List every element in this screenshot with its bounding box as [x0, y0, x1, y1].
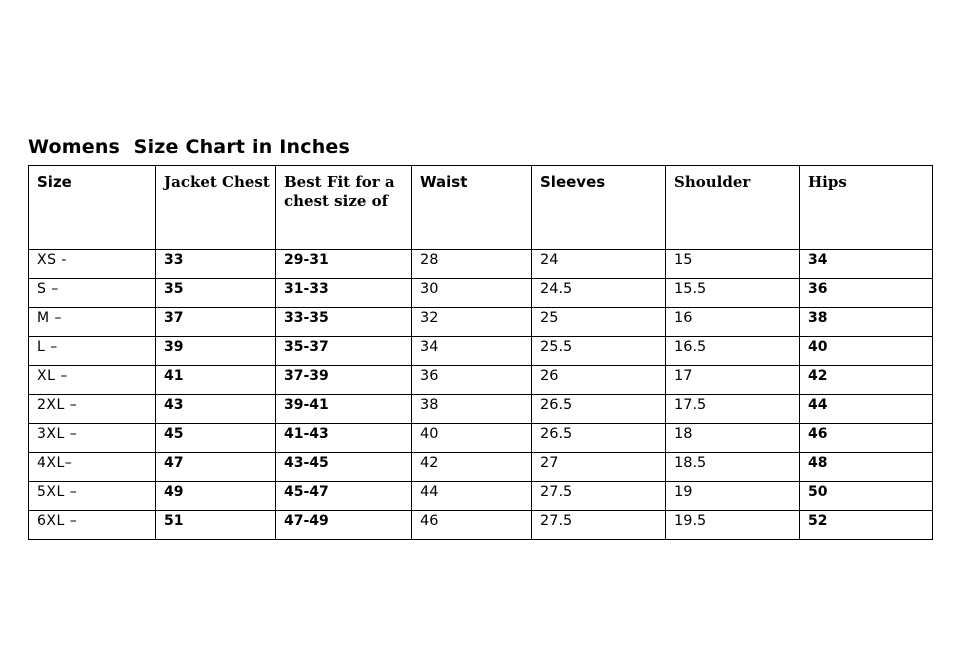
- cell-shoulder: 19.5: [666, 511, 800, 540]
- cell-jacket: 45: [156, 424, 276, 453]
- cell-shoulder: 15.5: [666, 279, 800, 308]
- cell-waist: 30: [412, 279, 532, 308]
- cell-size: XL –: [29, 366, 156, 395]
- cell-hips: 46: [800, 424, 933, 453]
- table-row: [29, 453, 933, 482]
- cell-waist: 36: [412, 366, 532, 395]
- table-row: [29, 424, 933, 453]
- cell-waist: 40: [412, 424, 532, 453]
- column-header-shoulder: Shoulder: [666, 166, 800, 250]
- cell-jacket: 49: [156, 482, 276, 511]
- cell-size: S –: [29, 279, 156, 308]
- cell-hips: 38: [800, 308, 933, 337]
- cell-waist: 32: [412, 308, 532, 337]
- cell-jacket: 37: [156, 308, 276, 337]
- cell-size: 4XL–: [29, 453, 156, 482]
- table-row: [29, 308, 933, 337]
- cell-jacket: 39: [156, 337, 276, 366]
- cell-hips: 34: [800, 250, 933, 279]
- cell-jacket: 51: [156, 511, 276, 540]
- cell-bestfit: 43-45: [276, 453, 412, 482]
- cell-jacket: 43: [156, 395, 276, 424]
- cell-sleeves: 25.5: [532, 337, 666, 366]
- cell-waist: 28: [412, 250, 532, 279]
- column-header-size: Size: [29, 166, 156, 250]
- column-header-waist: Waist: [412, 166, 532, 250]
- cell-sleeves: 26.5: [532, 395, 666, 424]
- cell-waist: 38: [412, 395, 532, 424]
- cell-sleeves: 24.5: [532, 279, 666, 308]
- cell-jacket: 47: [156, 453, 276, 482]
- cell-bestfit: 31-33: [276, 279, 412, 308]
- cell-jacket: 41: [156, 366, 276, 395]
- cell-sleeves: 27.5: [532, 482, 666, 511]
- cell-waist: 34: [412, 337, 532, 366]
- cell-bestfit: 47-49: [276, 511, 412, 540]
- cell-hips: 48: [800, 453, 933, 482]
- cell-size: 2XL –: [29, 395, 156, 424]
- cell-shoulder: 16.5: [666, 337, 800, 366]
- cell-bestfit: 37-39: [276, 366, 412, 395]
- cell-size: XS -: [29, 250, 156, 279]
- cell-sleeves: 24: [532, 250, 666, 279]
- cell-size: 3XL –: [29, 424, 156, 453]
- table-row: [29, 279, 933, 308]
- cell-shoulder: 18: [666, 424, 800, 453]
- cell-hips: 52: [800, 511, 933, 540]
- cell-hips: 44: [800, 395, 933, 424]
- cell-size: 5XL –: [29, 482, 156, 511]
- cell-bestfit: 41-43: [276, 424, 412, 453]
- cell-sleeves: 27: [532, 453, 666, 482]
- cell-waist: 46: [412, 511, 532, 540]
- cell-waist: 44: [412, 482, 532, 511]
- table-row: [29, 511, 933, 540]
- size-chart-container: [28, 165, 932, 540]
- column-header-jacket-chest: Jacket Chest: [156, 166, 276, 250]
- cell-bestfit: 45-47: [276, 482, 412, 511]
- cell-size: L –: [29, 337, 156, 366]
- cell-shoulder: 18.5: [666, 453, 800, 482]
- cell-hips: 50: [800, 482, 933, 511]
- page-title: Womens Size Chart in Inches: [28, 136, 351, 158]
- cell-bestfit: 29-31: [276, 250, 412, 279]
- cell-hips: 40: [800, 337, 933, 366]
- cell-sleeves: 27.5: [532, 511, 666, 540]
- cell-shoulder: 17.5: [666, 395, 800, 424]
- cell-shoulder: 16: [666, 308, 800, 337]
- cell-hips: 42: [800, 366, 933, 395]
- cell-sleeves: 26: [532, 366, 666, 395]
- cell-jacket: 33: [156, 250, 276, 279]
- cell-hips: 36: [800, 279, 933, 308]
- cell-waist: 42: [412, 453, 532, 482]
- cell-size: M –: [29, 308, 156, 337]
- table-row: [29, 482, 933, 511]
- cell-bestfit: 39-41: [276, 395, 412, 424]
- cell-sleeves: 26.5: [532, 424, 666, 453]
- cell-shoulder: 19: [666, 482, 800, 511]
- table-row: [29, 395, 933, 424]
- cell-bestfit: 35-37: [276, 337, 412, 366]
- column-header-hips: Hips: [800, 166, 933, 250]
- size-chart-table: [28, 165, 933, 540]
- cell-size: 6XL –: [29, 511, 156, 540]
- cell-shoulder: 15: [666, 250, 800, 279]
- column-header-sleeves: Sleeves: [532, 166, 666, 250]
- column-header-best-fit: Best Fit for a chest size of: [276, 166, 412, 250]
- table-row: [29, 366, 933, 395]
- cell-shoulder: 17: [666, 366, 800, 395]
- table-header-row: [29, 166, 933, 250]
- cell-bestfit: 33-35: [276, 308, 412, 337]
- cell-jacket: 35: [156, 279, 276, 308]
- table-row: [29, 337, 933, 366]
- cell-sleeves: 25: [532, 308, 666, 337]
- table-row: [29, 250, 933, 279]
- table-body: [29, 250, 933, 540]
